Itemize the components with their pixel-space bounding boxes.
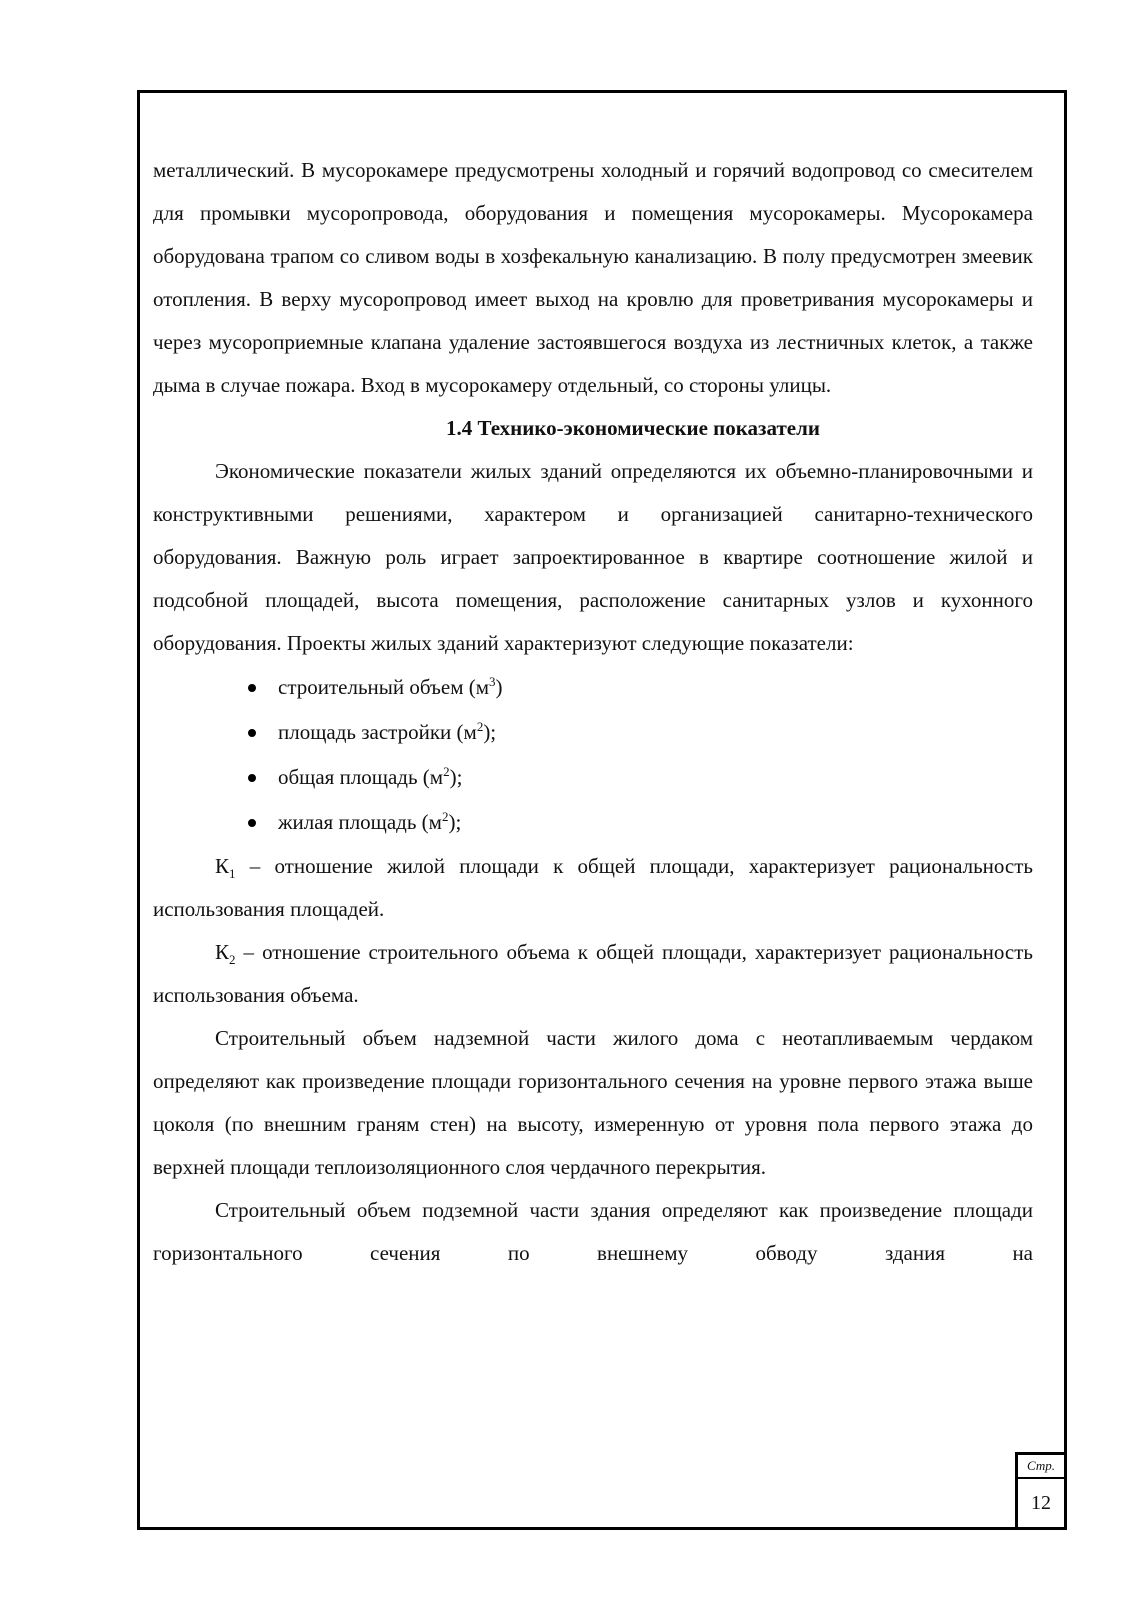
paragraph-above-ground-volume: Строительный объем надземной части жилого дома с неотапливаемым чердаком определяют как произведение площади горизонтального сечения на уровне первого этажа выше цоколя (по внешним граням стен) на высоту, измеренную от уровня пола первого этажа до верхней площади теплоизоляционного слоя чердачного перекрытия. [153,1026,1033,1179]
list-item: общая площадь $(м^2)$; [248,755,1033,800]
paragraph-k1: $К_1$ – отношение жилой площади к общей площади, характеризует рациональность использования площадей. [153,854,1033,921]
page-number-stamp [1015,1452,1067,1530]
page-frame [137,90,1067,1530]
indicator-list [153,665,1033,845]
paragraph-economic-indicators: Экономические показатели жилых зданий определяются их объемно-планировочными и конструктивными решениями, характером и организацией санитарно-технического оборудования. Важную роль играет запроектированное в квартире соотношение жилой и подсобной площадей, высота помещения, расположение санитарных узлов и кухонного оборудования. Проекты жилых зданий характеризуют следующие показатели: [153,459,1033,655]
list-item: жилая площадь $(м^2)$; [248,800,1033,845]
page-number: 12 [1031,1492,1051,1514]
list-item: строительный объем $(м^3)$ [248,665,1033,710]
paragraph-garbage-chamber: металлический. В мусорокамере предусмотрены холодный и горячий водопровод со смесителем для промывки мусоропровода, оборудования и помещения мусорокамеры. Мусорокамера оборудована трапом со сливом воды в хозфекальную канализацию. В полу предусмотрен змеевик отопления. В верху мусоропровод имеет выход на кровлю для проветривания мусорокамеры и через мусороприемные клапана удаление застоявшегося воздуха из лестничных клеток, а также дыма в случае пожара. Вход в мусорокамеру отдельный, со стороны улицы. [153,158,1033,397]
section-heading: 1.4 Технико-экономические показатели [446,416,820,440]
paragraph-k2: $К_2$ – отношение строительного объема к общей площади, характеризует рациональность использования объема. [153,940,1033,1007]
paragraph-underground-volume: Строительный объем подземной части здания определяют как произведение площади горизонтального сечения по внешнему обводу здания на [153,1198,1033,1265]
stamp-label: Стр. [1018,1455,1064,1479]
document-body [153,149,1033,1275]
list-item: площадь застройки $(м^2)$; [248,710,1033,755]
